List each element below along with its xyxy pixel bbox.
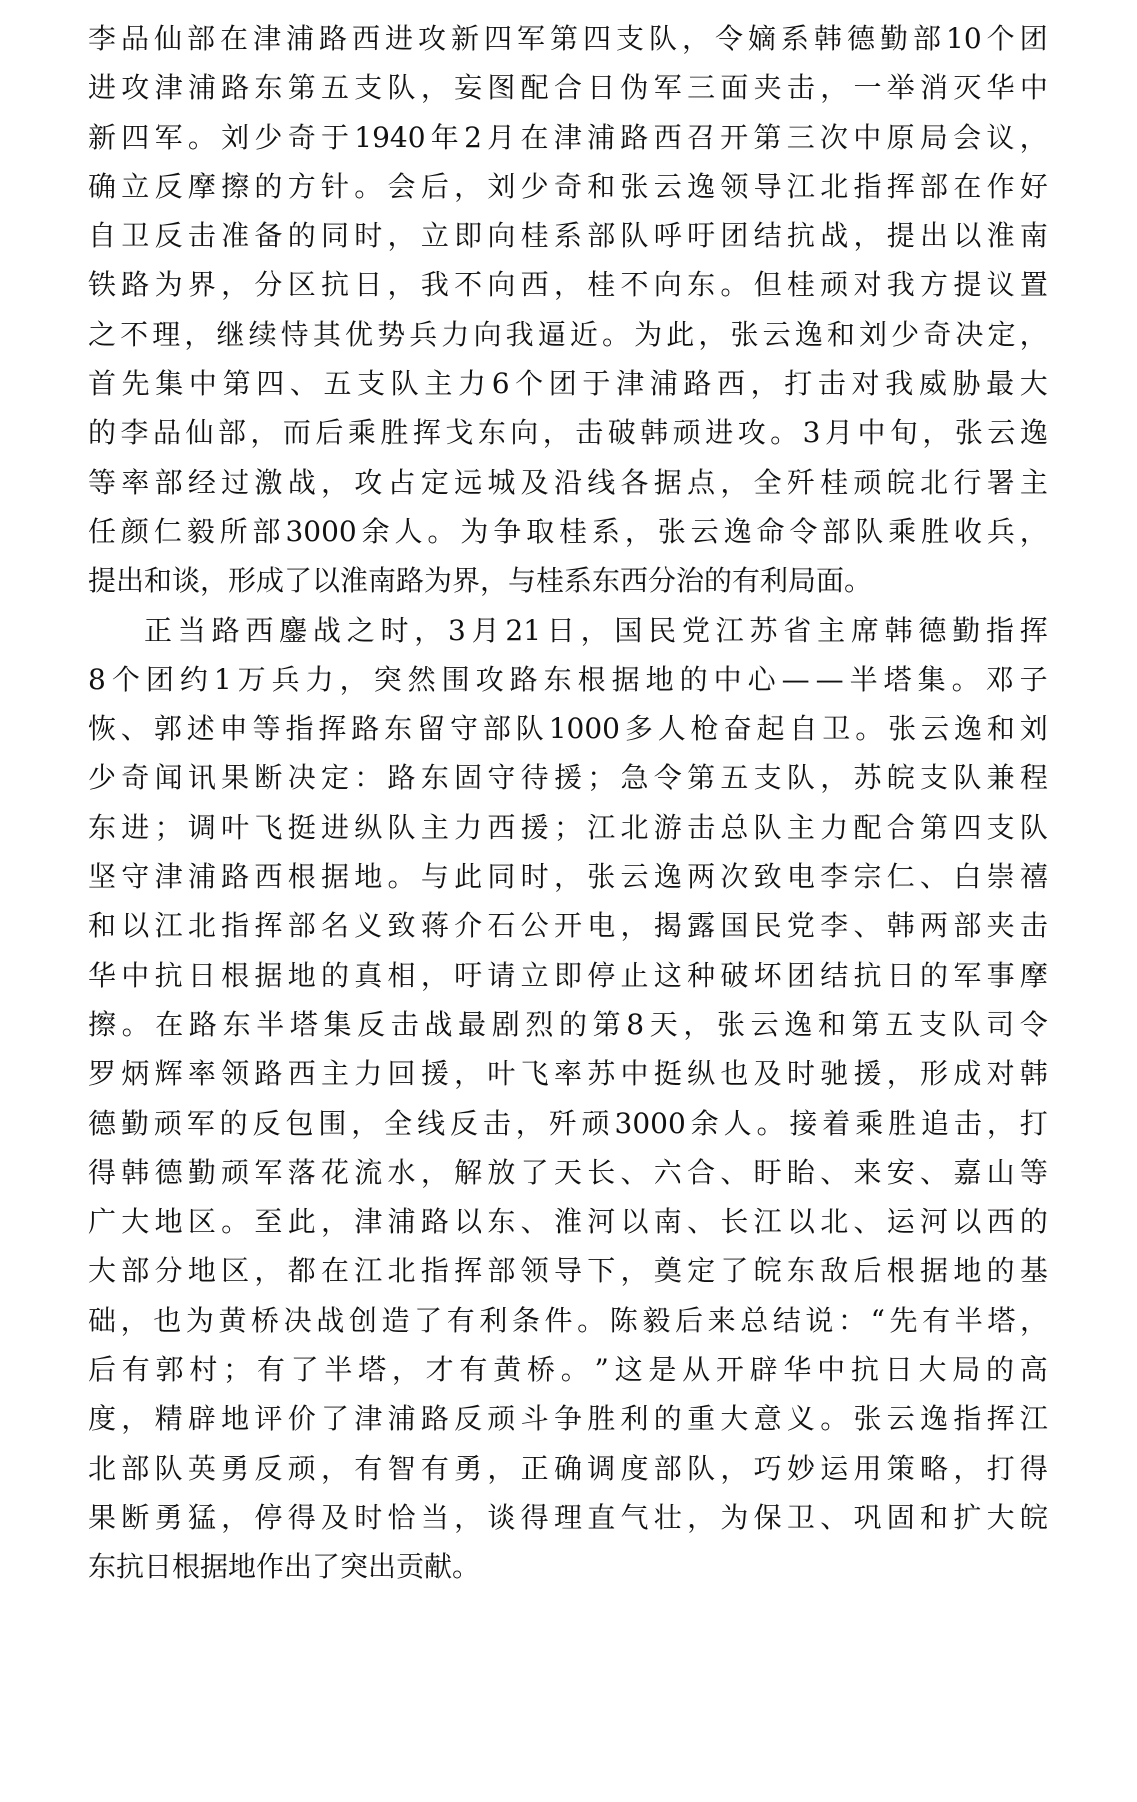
text-line: 自 卫 反 击 准 备 的 同 时 ， 立 即 向 桂 系 部 队 呼 吁 团 结 抗 战 ， 提 出 以 淮 南 xyxy=(88,219,1048,253)
text-line: 后 有 郭 村 ； 有 了 半 塔 ， 才 有 黄 桥 。 ” 这 是 从 开 辟 华 中 抗 日 大 局 的 高 xyxy=(88,1353,1048,1387)
text-line: 之 不 理 ， 继 续 恃 其 优 势 兵 力 向 我 逼 近 。 为 此 ， 张 云 逸 和 刘 少 奇 决 定 ， xyxy=(88,317,1048,351)
paragraph xyxy=(88,606,1048,1592)
document-page xyxy=(88,14,1048,1592)
text-line: 少 奇 闻 讯 果 断 决 定 ： 路 东 固 守 待 援 ； 急 令 第 五 支 队 ， 苏 皖 支 队 兼 程 xyxy=(88,761,1048,795)
text-line: 确 立 反 摩 擦 的 方 针 。 会 后 ， 刘 少 奇 和 张 云 逸 领 导 江 北 指 挥 部 在 作 好 xyxy=(88,169,1048,203)
text-line: 大 部 分 地 区 ， 都 在 江 北 指 挥 部 领 导 下 ， 奠 定 了 皖 东 敌 后 根 据 地 的 基 xyxy=(88,1254,1048,1288)
text-line: 础 ， 也 为 黄 桥 决 战 创 造 了 有 利 条 件 。 陈 毅 后 来 总 结 说 ： “ 先 有 半 塔 ， xyxy=(88,1303,1048,1337)
text-line: 进 攻 津 浦 路 东 第 五 支 队 ， 妄 图 配 合 日 伪 军 三 面 夹 击 ， 一 举 消 灭 华 中 xyxy=(88,71,1048,105)
text-line: 恢 、 郭 述 申 等 指 挥 路 东 留 守 部 队 1000 多 人 枪 奋 起 自 卫 。 张 云 逸 和 刘 xyxy=(88,712,1048,746)
text-line: 华 中 抗 日 根 据 地 的 真 相 ， 吁 请 立 即 停 止 这 种 破 坏 团 结 抗 日 的 军 事 摩 xyxy=(88,958,1048,992)
text-line: 李 品 仙 部 在 津 浦 路 西 进 攻 新 四 军 第 四 支 队 ， 令 嫡 系 韩 德 勤 部 10 个 团 xyxy=(88,22,1048,55)
text-line: 8 个 团 约 1 万 兵 力 ， 突 然 围 攻 路 东 根 据 地 的 中 心 — — 半 塔 集 。 邓 子 xyxy=(88,662,1048,696)
text-line: 得 韩 德 勤 顽 军 落 花 流 水 ， 解 放 了 天 长 、 六 合 、 盱 眙 、 来 安 、 嘉 山 等 xyxy=(88,1155,1048,1189)
text-line: 和 以 江 北 指 挥 部 名 义 致 蒋 介 石 公 开 电 ， 揭 露 国 民 党 李 、 韩 两 部 夹 击 xyxy=(88,909,1048,943)
text-line: 等 率 部 经 过 激 战 ， 攻 占 定 远 城 及 沿 线 各 据 点 ， 全 歼 桂 顽 皖 北 行 署 主 xyxy=(88,465,1048,499)
text-line: 任 颜 仁 毅 所 部 3000 余 人 。 为 争 取 桂 系 ， 张 云 逸 命 令 部 队 乘 胜 收 兵 ， xyxy=(88,514,1048,548)
text-line: 提出和谈，形成了以淮南路为界，与桂系东西分治的有利局面。 xyxy=(88,564,873,598)
text-line: 新 四 军 。 刘 少 奇 于 1940 年 2 月 在 津 浦 路 西 召 开 第 三 次 中 原 局 会 议 ， xyxy=(88,120,1048,154)
text-line: 擦 。 在 路 东 半 塔 集 反 击 战 最 剧 烈 的 第 8 天 ， 张 云 逸 和 第 五 支 队 司 令 xyxy=(88,1007,1048,1041)
text-line: 东 进 ； 调 叶 飞 挺 进 纵 队 主 力 西 援 ； 江 北 游 击 总 队 主 力 配 合 第 四 支 队 xyxy=(88,810,1048,844)
text-line: 首 先 集 中 第 四 、 五 支 队 主 力 6 个 团 于 津 浦 路 西 ， 打 击 对 我 威 胁 最 大 xyxy=(88,367,1048,401)
text-line: 的 李 品 仙 部 ， 而 后 乘 胜 挥 戈 东 向 ， 击 破 韩 顽 进 攻 。 3 月 中 旬 ， 张 云 逸 xyxy=(88,416,1048,450)
text-line: 铁 路 为 界 ， 分 区 抗 日 ， 我 不 向 西 ， 桂 不 向 东 。 但 桂 顽 对 我 方 提 议 置 xyxy=(88,268,1048,302)
text-line: 北 部 队 英 勇 反 顽 ， 有 智 有 勇 ， 正 确 调 度 部 队 ， 巧 妙 运 用 策 略 ， 打 得 xyxy=(88,1451,1048,1485)
text-line: 东抗日根据地作出了突出贡献。 xyxy=(88,1550,481,1584)
text-line: 度 ， 精 辟 地 评 价 了 津 浦 路 反 顽 斗 争 胜 利 的 重 大 意 义 。 张 云 逸 指 挥 江 xyxy=(88,1402,1048,1436)
text-line: 德 勤 顽 军 的 反 包 围 ， 全 线 反 击 ， 歼 顽 3000 余 人 。 接 着 乘 胜 追 击 ， 打 xyxy=(88,1106,1048,1140)
text-line: 广 大 地 区 。 至 此 ， 津 浦 路 以 东 、 淮 河 以 南 、 长 江 以 北 、 运 河 以 西 的 xyxy=(88,1205,1048,1239)
text-line: 罗 炳 辉 率 领 路 西 主 力 回 援 ， 叶 飞 率 苏 中 挺 纵 也 及 时 驰 援 ， 形 成 对 韩 xyxy=(88,1057,1048,1091)
text-line: 坚 守 津 浦 路 西 根 据 地 。 与 此 同 时 ， 张 云 逸 两 次 致 电 李 宗 仁 、 白 崇 禧 xyxy=(88,860,1048,894)
text-line: 正 当 路 西 鏖 战 之 时 ， 3 月 21 日 ， 国 民 党 江 苏 省 主 席 韩 德 勤 指 挥 xyxy=(144,613,1048,647)
paragraph xyxy=(88,14,1048,606)
text-line: 果 断 勇 猛 ， 停 得 及 时 恰 当 ， 谈 得 理 直 气 壮 ， 为 保 卫 、 巩 固 和 扩 大 皖 xyxy=(88,1500,1048,1534)
